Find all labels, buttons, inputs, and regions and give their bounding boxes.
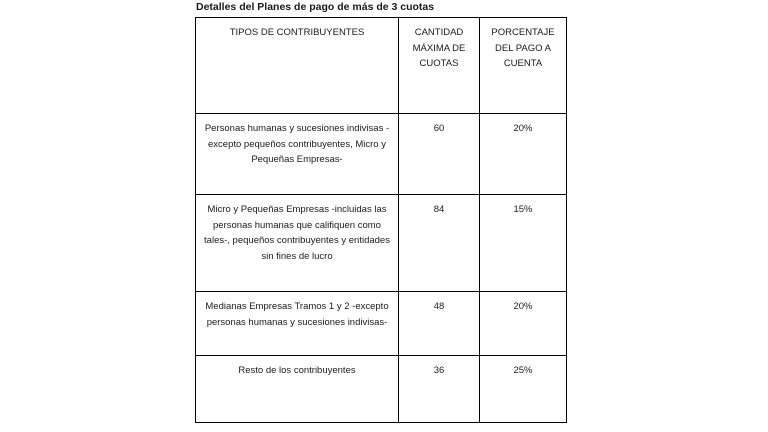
cell-down-payment: 20% — [480, 114, 567, 195]
cell-taxpayer-type: Micro y Pequeñas Empresas -incluidas las personas humanas que califiquen como tales-, pequeños contribuyentes y entidades sin fines de lucro — [196, 195, 399, 292]
header-max-installments: CANTIDAD MÁXIMA DE CUOTAS — [399, 18, 480, 114]
payment-plans-table — [195, 17, 567, 423]
cell-max-installments: 84 — [399, 195, 480, 292]
table-row — [196, 356, 567, 423]
cell-taxpayer-type: Medianas Empresas Tramos 1 y 2 -excepto personas humanas y sucesiones indivisas- — [196, 292, 399, 356]
table-row — [196, 114, 567, 195]
cell-max-installments: 36 — [399, 356, 480, 423]
table-row — [196, 292, 567, 356]
header-taxpayer-type: TIPOS DE CONTRIBUYENTES — [196, 18, 399, 114]
cell-down-payment: 20% — [480, 292, 567, 356]
document-title: Detalles del Planes de pago de más de 3 cuotas — [196, 1, 435, 13]
cell-down-payment: 15% — [480, 195, 567, 292]
cell-taxpayer-type: Resto de los contribuyentes — [196, 356, 399, 423]
header-down-payment: PORCENTAJE DEL PAGO A CUENTA — [480, 18, 567, 114]
cell-max-installments: 60 — [399, 114, 480, 195]
table-header-row — [196, 18, 567, 114]
cell-taxpayer-type: Personas humanas y sucesiones indivisas -excepto pequeños contribuyentes, Micro y Pequeñas Empresas- — [196, 114, 399, 195]
table-row — [196, 195, 567, 292]
cell-down-payment: 25% — [480, 356, 567, 423]
cell-max-installments: 48 — [399, 292, 480, 356]
